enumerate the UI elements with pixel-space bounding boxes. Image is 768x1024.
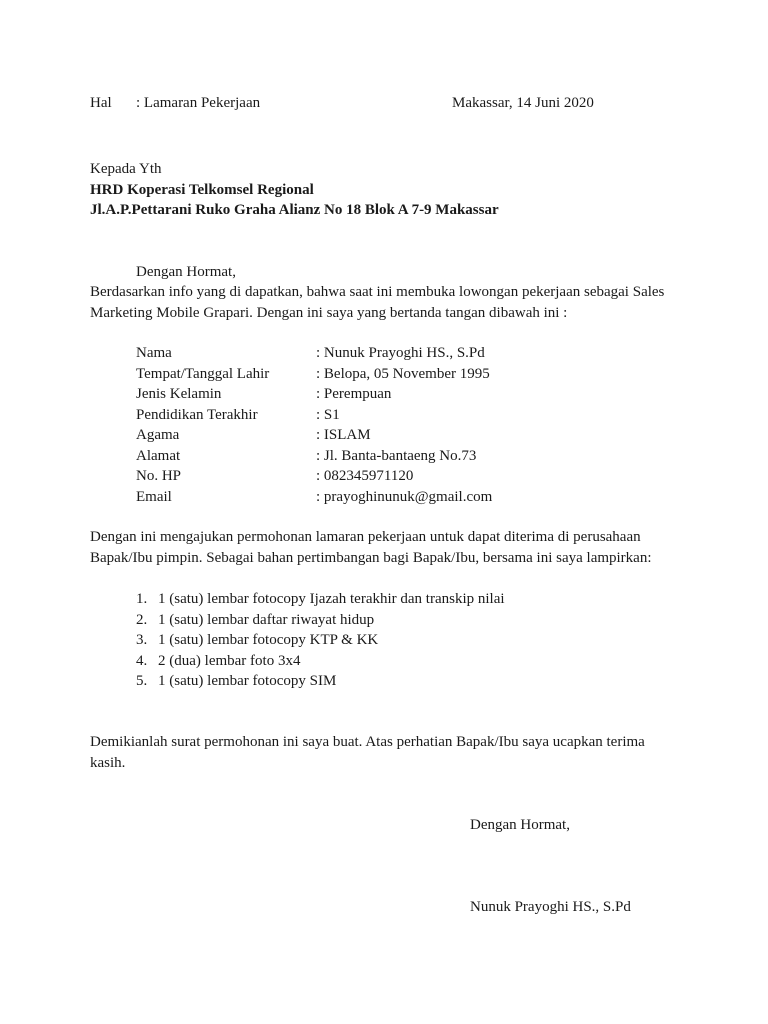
data-value: : Jl. Banta-bantaeng No.73 — [316, 447, 477, 464]
recipient-company: HRD Koperasi Telkomsel Regional — [90, 181, 314, 198]
list-number: 5. — [136, 673, 148, 689]
data-value: : Perempuan — [316, 386, 392, 402]
list-text: 1 (satu) lembar daftar riwayat hidup — [158, 611, 375, 628]
data-key: Jenis Kelamin — [136, 386, 222, 402]
data-value: : Nunuk Prayoghi HS., S.Pd — [316, 345, 485, 361]
data-value: : ISLAM — [316, 427, 371, 443]
data-key: Agama — [136, 427, 180, 443]
data-key: Alamat — [136, 447, 181, 464]
signature-name: Nunuk Prayoghi HS., S.Pd — [470, 899, 631, 915]
greeting: Dengan Hormat, — [136, 264, 236, 280]
list-number: 4. — [136, 652, 148, 669]
data-value: : 082345971120 — [316, 468, 414, 484]
letter-date: Makassar, 14 Juni 2020 — [452, 95, 594, 111]
list-text: 2 (dua) lembar foto 3x4 — [158, 652, 301, 669]
recipient-salutation: Kepada Yth — [90, 161, 162, 177]
intro-paragraph: Berdasarkan info yang di dapatkan, bahwa saat ini membuka lowongan pekerjaan sebagai Sales Marketing Mobile Grapari. Dengan ini saya yang bertanda tangan dibawah ini : — [90, 284, 665, 321]
data-value: : Belopa, 05 November 1995 — [316, 365, 490, 382]
closing-paragraph: Demikianlah surat permohonan ini saya buat. Atas perhatian Bapak/Ibu saya ucapkan terima kasih. — [90, 734, 645, 771]
subject-value: : Lamaran Pekerjaan — [136, 95, 261, 111]
data-key: Pendidikan Terakhir — [136, 406, 258, 423]
subject-label: Hal — [90, 95, 112, 111]
data-key: Email — [136, 488, 172, 505]
list-text: 1 (satu) lembar fotocopy SIM — [158, 673, 337, 689]
data-key: Tempat/Tanggal Lahir — [136, 365, 270, 382]
recipient-address: Jl.A.P.Pettarani Ruko Graha Alianz No 18 Blok A 7-9 Makassar — [90, 202, 499, 218]
list-text: 1 (satu) lembar fotocopy KTP & KK — [158, 632, 379, 648]
request-paragraph: Dengan ini mengajukan permohonan lamaran pekerjaan untuk dapat diterima di perusahaan Bapak/Ibu pimpin. Sebagai bahan pertimbangan bagi Bapak/Ibu, bersama ini saya lampirkan: — [90, 529, 652, 566]
recipient-block — [90, 159, 499, 221]
list-number: 2. — [136, 611, 148, 628]
data-key: Nama — [136, 345, 172, 361]
data-key: No. HP — [136, 468, 182, 484]
data-value: : S1 — [316, 406, 340, 423]
list-text: 1 (satu) lembar fotocopy Ijazah terakhir dan transkip nilai — [158, 591, 505, 607]
list-number: 1. — [136, 591, 148, 607]
signature-closing: Dengan Hormat, — [470, 817, 570, 833]
data-value: : prayoghinunuk@gmail.com — [316, 488, 493, 505]
list-number: 3. — [136, 632, 148, 648]
